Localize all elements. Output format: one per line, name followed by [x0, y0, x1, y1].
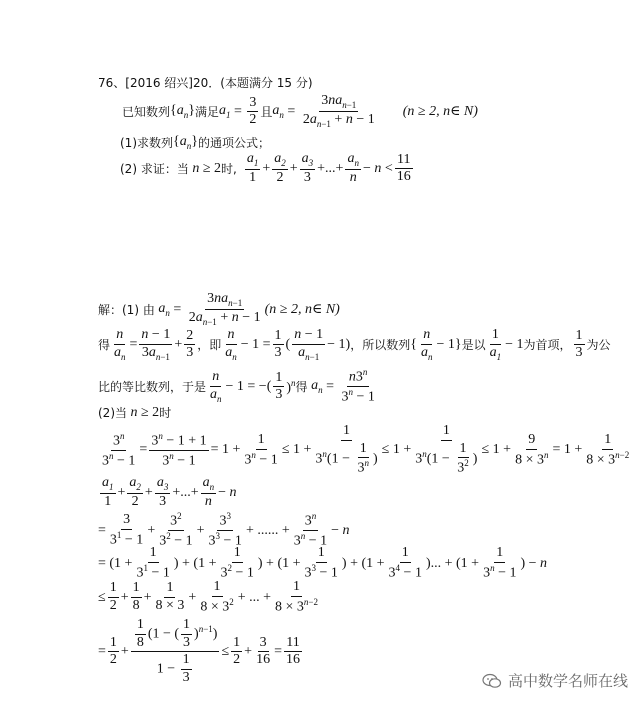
problem-given: 已知数列 $\{a_n\}$ 满足 $a_1$ = $\frac{3}{2}$ 且 $a_n$ = $3na_{n-1}$ $2a_{n-1} + n - 1$ (n ≥ 2, n∈ N): [122, 93, 478, 130]
solution-part2-heading: (2)当 n ≥ 2 时: [98, 404, 172, 420]
solution-step-2: = (1 + $\frac{1}{3^1 - 1}$ ) + (1 + $\frac{1}{3^2 - 1}$ ) + (1 + $\frac{1}{3^3 - 1}$ ) + (1 + $\frac{1}{3^4 - 1}$ )... + (1 + $\frac{1}{3^n - 1}$ ) − n: [98, 545, 548, 581]
watermark-text: 高中数学名师在线: [507, 672, 628, 690]
problem-header: 76、[2016 绍兴]20．(本题满分 15 分): [98, 76, 313, 90]
solution-line-1: 解：(1) 由 $a_n$ = $3na_{n-1}$ $2a_{n-1} + n - 1$ (n ≥ 2, n∈ N): [98, 291, 340, 328]
problem-part2: (2) 求证：当 n ≥ 2 时, $a_1$ 1 + $\frac{a_2}{2}$ + $\frac{a_3}{3}$ +...+ $\frac{a_n}{n}$ − n < 11 16: [120, 151, 411, 186]
solution-line-2: 得 $\frac{n}{a_n}$ = $\frac{n - 1}{3a_{n-1}}$ + $\frac{2}{3}$ ，即 n $a_n$ − 1 = $\frac{1}{3}$ ( n − 1 $a_{n-1}$ − 1) ，所以数列 { n $a_n$ − 1} 是以 1 $a_1$ − 1 为首项， 1 3 为公: [98, 327, 611, 362]
problem-part1: (1)求数列 $\{a_n\}$ 的通项公式；: [120, 134, 270, 151]
solution-inequality-chain: $\frac{3^n}{3^n - 1}$ = $\frac{3^n - 1 + 1}{3^n - 1}$ = 1 + $\frac{1}{3^n - 1}$ ≤ 1 + 1 $3^n(1$ − $\frac{1}{3^n}$ ) ≤ 1 + 1 $3^n(1$ − $\frac{1}{3^2}$ ) ≤ 1 + $\frac{9}{8 \times 3^n}$ = 1 + $\frac{1}{8 \times 3^{n-2}}$: [102, 423, 630, 477]
solution-step-4: = $\frac{1}{2}$ + $\frac{1}{8}$ (1 − ( $\frac{1}{3}$ )$^{n-1}$) 1 − $\frac{1}{3}$ ≤ $\frac{1}{2}$ + $\frac{3}{16}$ = $\frac{11}{16}$: [98, 617, 300, 686]
solution-sum: $a_1$ 1 + $\frac{a_2}{2}$ + $\frac{a_3}{3}$ +...+ $\frac{a_n}{n}$ − n: [102, 475, 237, 510]
watermark: [482, 670, 628, 691]
solution-step-1: = $\frac{3}{3^1 - 1}$ + $\frac{3^2}{3^2 - 1}$ + $\frac{3^3}{3^3 - 1}$ + ...... + $\frac{3^n}{3^n - 1}$ − n: [98, 511, 350, 549]
solution-line-3: 比的等比数列，于是 n $a_n$ − 1 = −( 1 3 )$^n$ 得 $a_n$ = $\frac{n3^n}{3^n - 1}$: [98, 367, 375, 405]
solution-step-3: ≤ $\frac{1}{2}$ + $\frac{1}{8}$ + $\frac{1}{8 \times 3}$ + $\frac{1}{8 \times 3^2}$ + ... + $\frac{1}{8 \times 3^{n-2}}$: [98, 579, 318, 615]
wechat-icon: [482, 673, 502, 689]
